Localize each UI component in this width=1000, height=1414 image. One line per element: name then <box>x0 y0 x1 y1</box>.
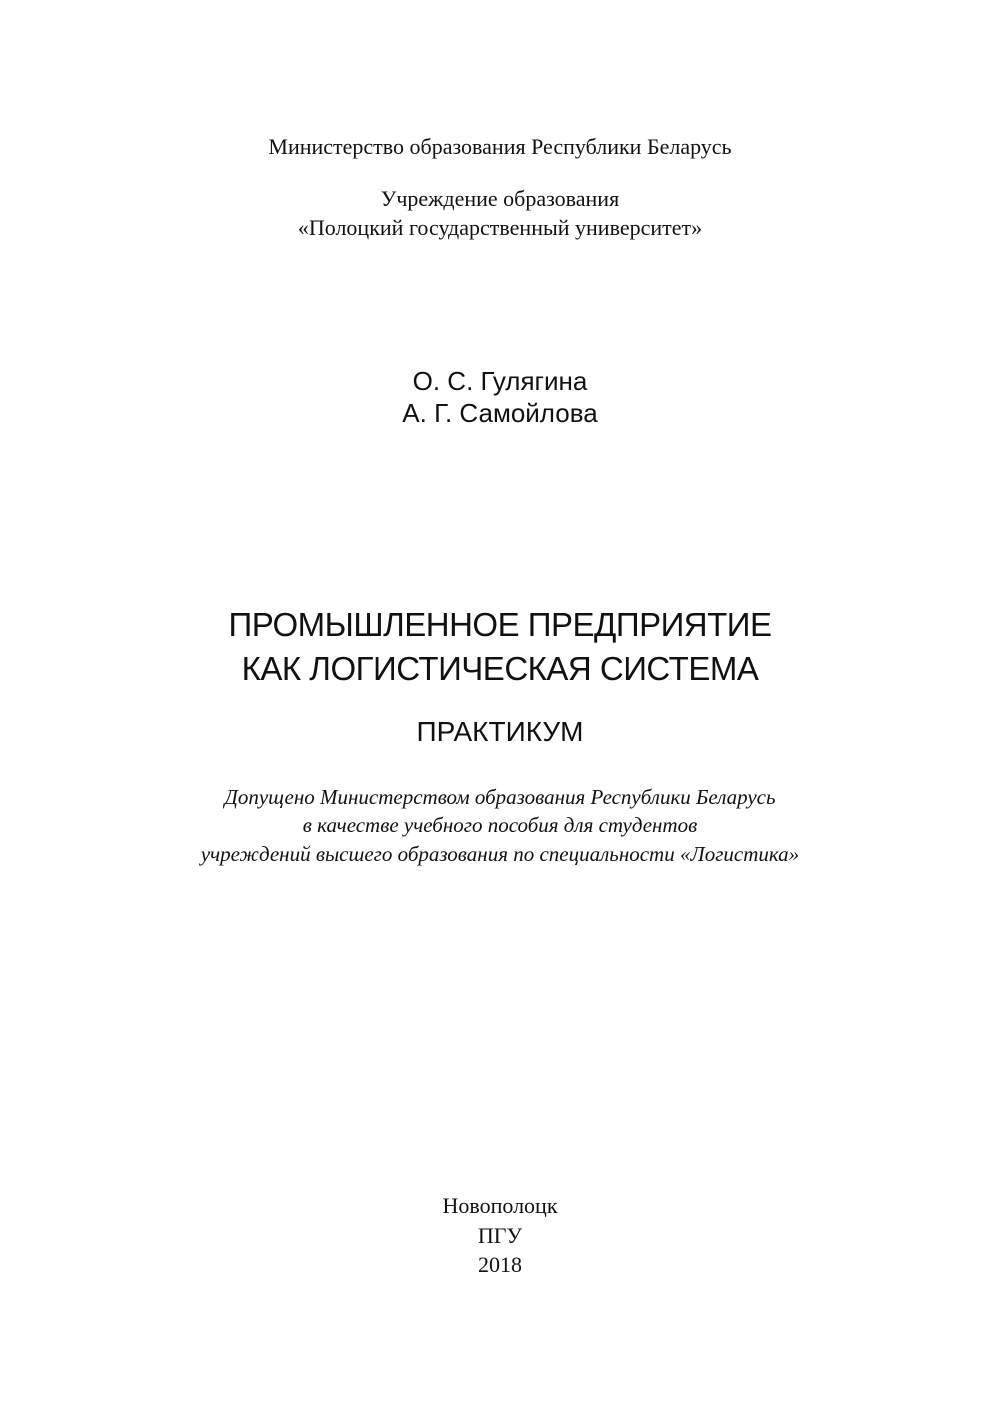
book-title-line-1: ПРОМЫШЛЕННОЕ ПРЕДПРИЯТИЕ <box>228 606 772 643</box>
imprint-city: Новополоцк <box>442 1193 558 1218</box>
author-2: А. Г. Самойлова <box>402 398 598 428</box>
ministry-name: Министерство образования Республики Беларусь <box>268 134 732 159</box>
institution-name: «Полоцкий государственный университет» <box>297 215 703 240</box>
approval-line-2: в качестве учебного пособия для студентов <box>302 813 698 837</box>
imprint-year: 2018 <box>478 1252 522 1277</box>
institution-type: Учреждение образования <box>380 186 620 211</box>
approval-line-1: Допущено Министерством образования Республики Беларусь <box>224 785 776 809</box>
author-1: О. С. Гулягина <box>412 366 588 396</box>
imprint-publisher: ПГУ <box>477 1223 523 1248</box>
book-subtitle: ПРАКТИКУМ <box>416 716 584 747</box>
book-title-line-2: КАК ЛОГИСТИЧЕСКАЯ СИСТЕМА <box>241 650 759 687</box>
approval-line-3: учреждений высшего образования по специальности «Логистика» <box>200 842 800 866</box>
